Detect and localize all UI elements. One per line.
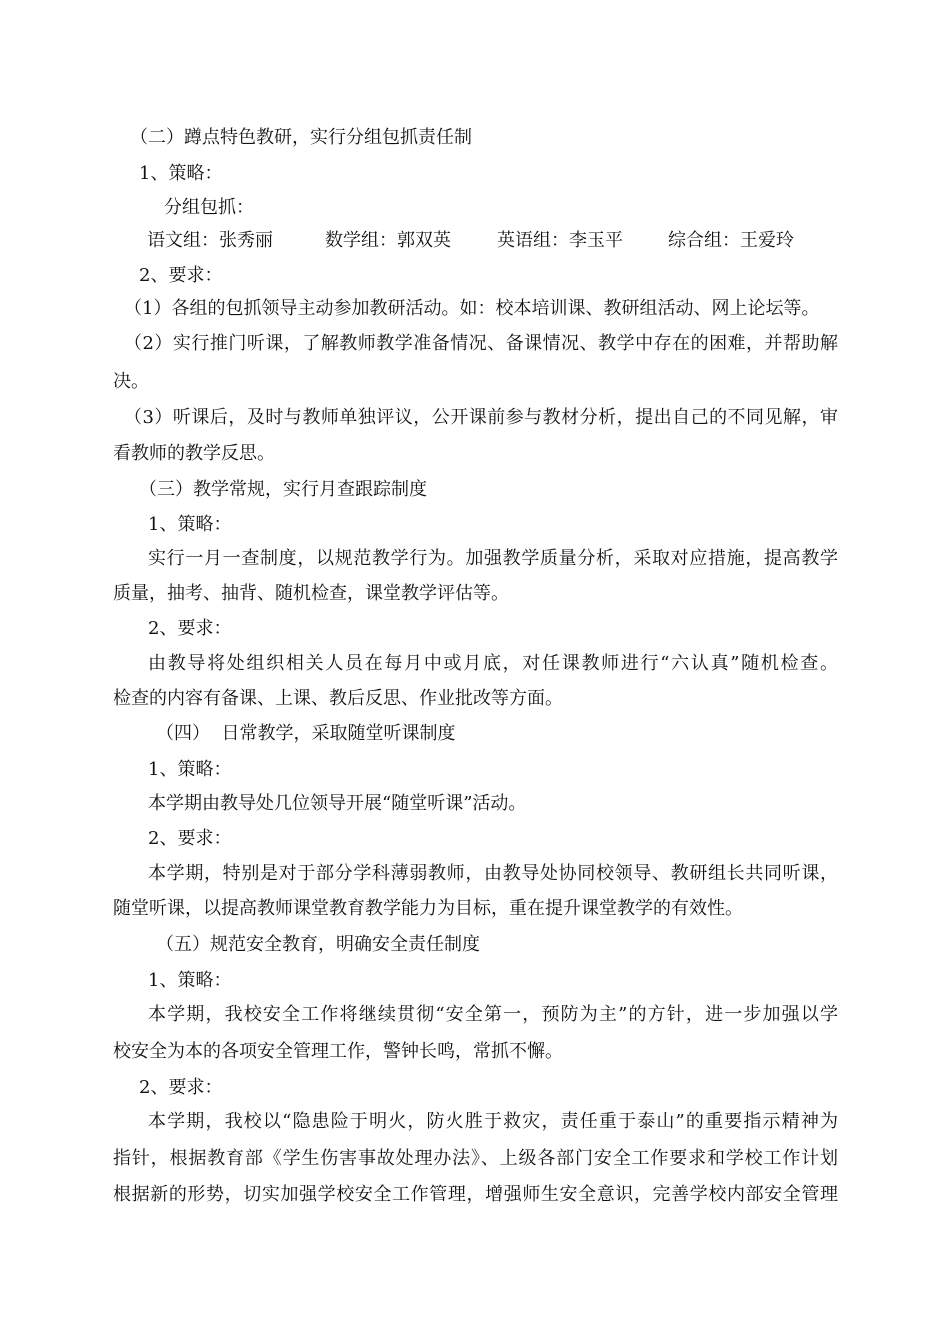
- sec2-req-2-line1: （2）实行推门听课，了解教师教学准备情况、备课情况、教学中存在的困难，并帮助解: [124, 333, 838, 354]
- sec4-req-label: 2、要求：: [148, 828, 232, 849]
- sec2-req-label: 2、要求：: [139, 265, 223, 286]
- sec2-strategy-label: 1、策略：: [139, 163, 223, 184]
- sec5-req-line1: 本学期，我校以“隐患险于明火，防火胜于救灾，责任重于泰山”的重要指示精神为: [148, 1111, 838, 1132]
- section-4-heading: （四） 日常教学，采取随堂听课制度: [156, 723, 456, 744]
- sec5-strategy-line2: 校安全为本的各项安全管理工作，警钟长鸣，常抓不懈。: [113, 1041, 563, 1062]
- sec3-req-label: 2、要求：: [148, 618, 232, 639]
- sec4-strategy-line1: 本学期由教导处几位领导开展“随堂听课”活动。: [148, 793, 527, 814]
- sec4-req-line1: 本学期，特别是对于部分学科薄弱教师，由教导处协同校领导、教研组长共同听课，: [148, 863, 838, 884]
- sec5-strategy-line1: 本学期，我校安全工作将继续贯彻“安全第一，预防为主”的方针，进一步加强以学: [148, 1004, 838, 1025]
- sec2-req-2-line2: 决。: [113, 371, 149, 392]
- section-2-heading: （二）蹲点特色教研，实行分组包抓责任制: [130, 127, 472, 148]
- sec3-req-line1: 由教导将处组织相关人员在每月中或月底，对任课教师进行“六认真”随机检查。: [148, 653, 838, 674]
- sec5-req-label: 2、要求：: [139, 1077, 223, 1098]
- sec2-req-1: （1）各组的包抓领导主动参加教研活动。如：校本培训课、教研组活动、网上论坛等。: [124, 298, 820, 319]
- sec2-req-3-line2: 看教师的教学反思。: [113, 443, 275, 464]
- group-chinese: 语文组：张秀丽: [147, 230, 273, 251]
- sec3-req-line2: 检查的内容有备课、上课、教后反思、作业批改等方面。: [113, 688, 563, 709]
- section-5-heading: （五）规范安全教育，明确安全责任制度: [156, 934, 480, 955]
- sec4-req-line2: 随堂听课，以提高教师课堂教育教学能力为目标，重在提升课堂教学的有效性。: [113, 898, 743, 919]
- sec2-group-label: 分组包抓：: [164, 197, 254, 218]
- sec5-req-line2: 指针，根据教育部《学生伤害事故处理办法》、上级各部门安全工作要求和学校工作计划: [113, 1148, 838, 1169]
- sec3-strategy-line1: 实行一月一查制度，以规范教学行为。加强教学质量分析，采取对应措施，提高教学: [148, 548, 838, 569]
- group-english: 英语组：李玉平: [497, 230, 623, 251]
- sec2-req-3-line1: （3）听课后，及时与教师单独评议，公开课前参与教材分析，提出自己的不同见解，审: [124, 407, 838, 428]
- sec5-strategy-label: 1、策略：: [148, 970, 232, 991]
- group-math: 数学组：郭双英: [325, 230, 451, 251]
- sec3-strategy-line2: 质量，抽考、抽背、随机检查，课堂教学评估等。: [113, 583, 509, 604]
- sec4-strategy-label: 1、策略：: [148, 759, 232, 780]
- section-3-heading: （三）教学常规，实行月查跟踪制度: [139, 479, 427, 500]
- group-comprehensive: 综合组：王爱玲: [668, 230, 794, 251]
- sec5-req-line3: 根据新的形势，切实加强学校安全工作管理，增强师生安全意识，完善学校内部安全管理: [113, 1184, 838, 1205]
- sec3-strategy-label: 1、策略：: [148, 514, 232, 535]
